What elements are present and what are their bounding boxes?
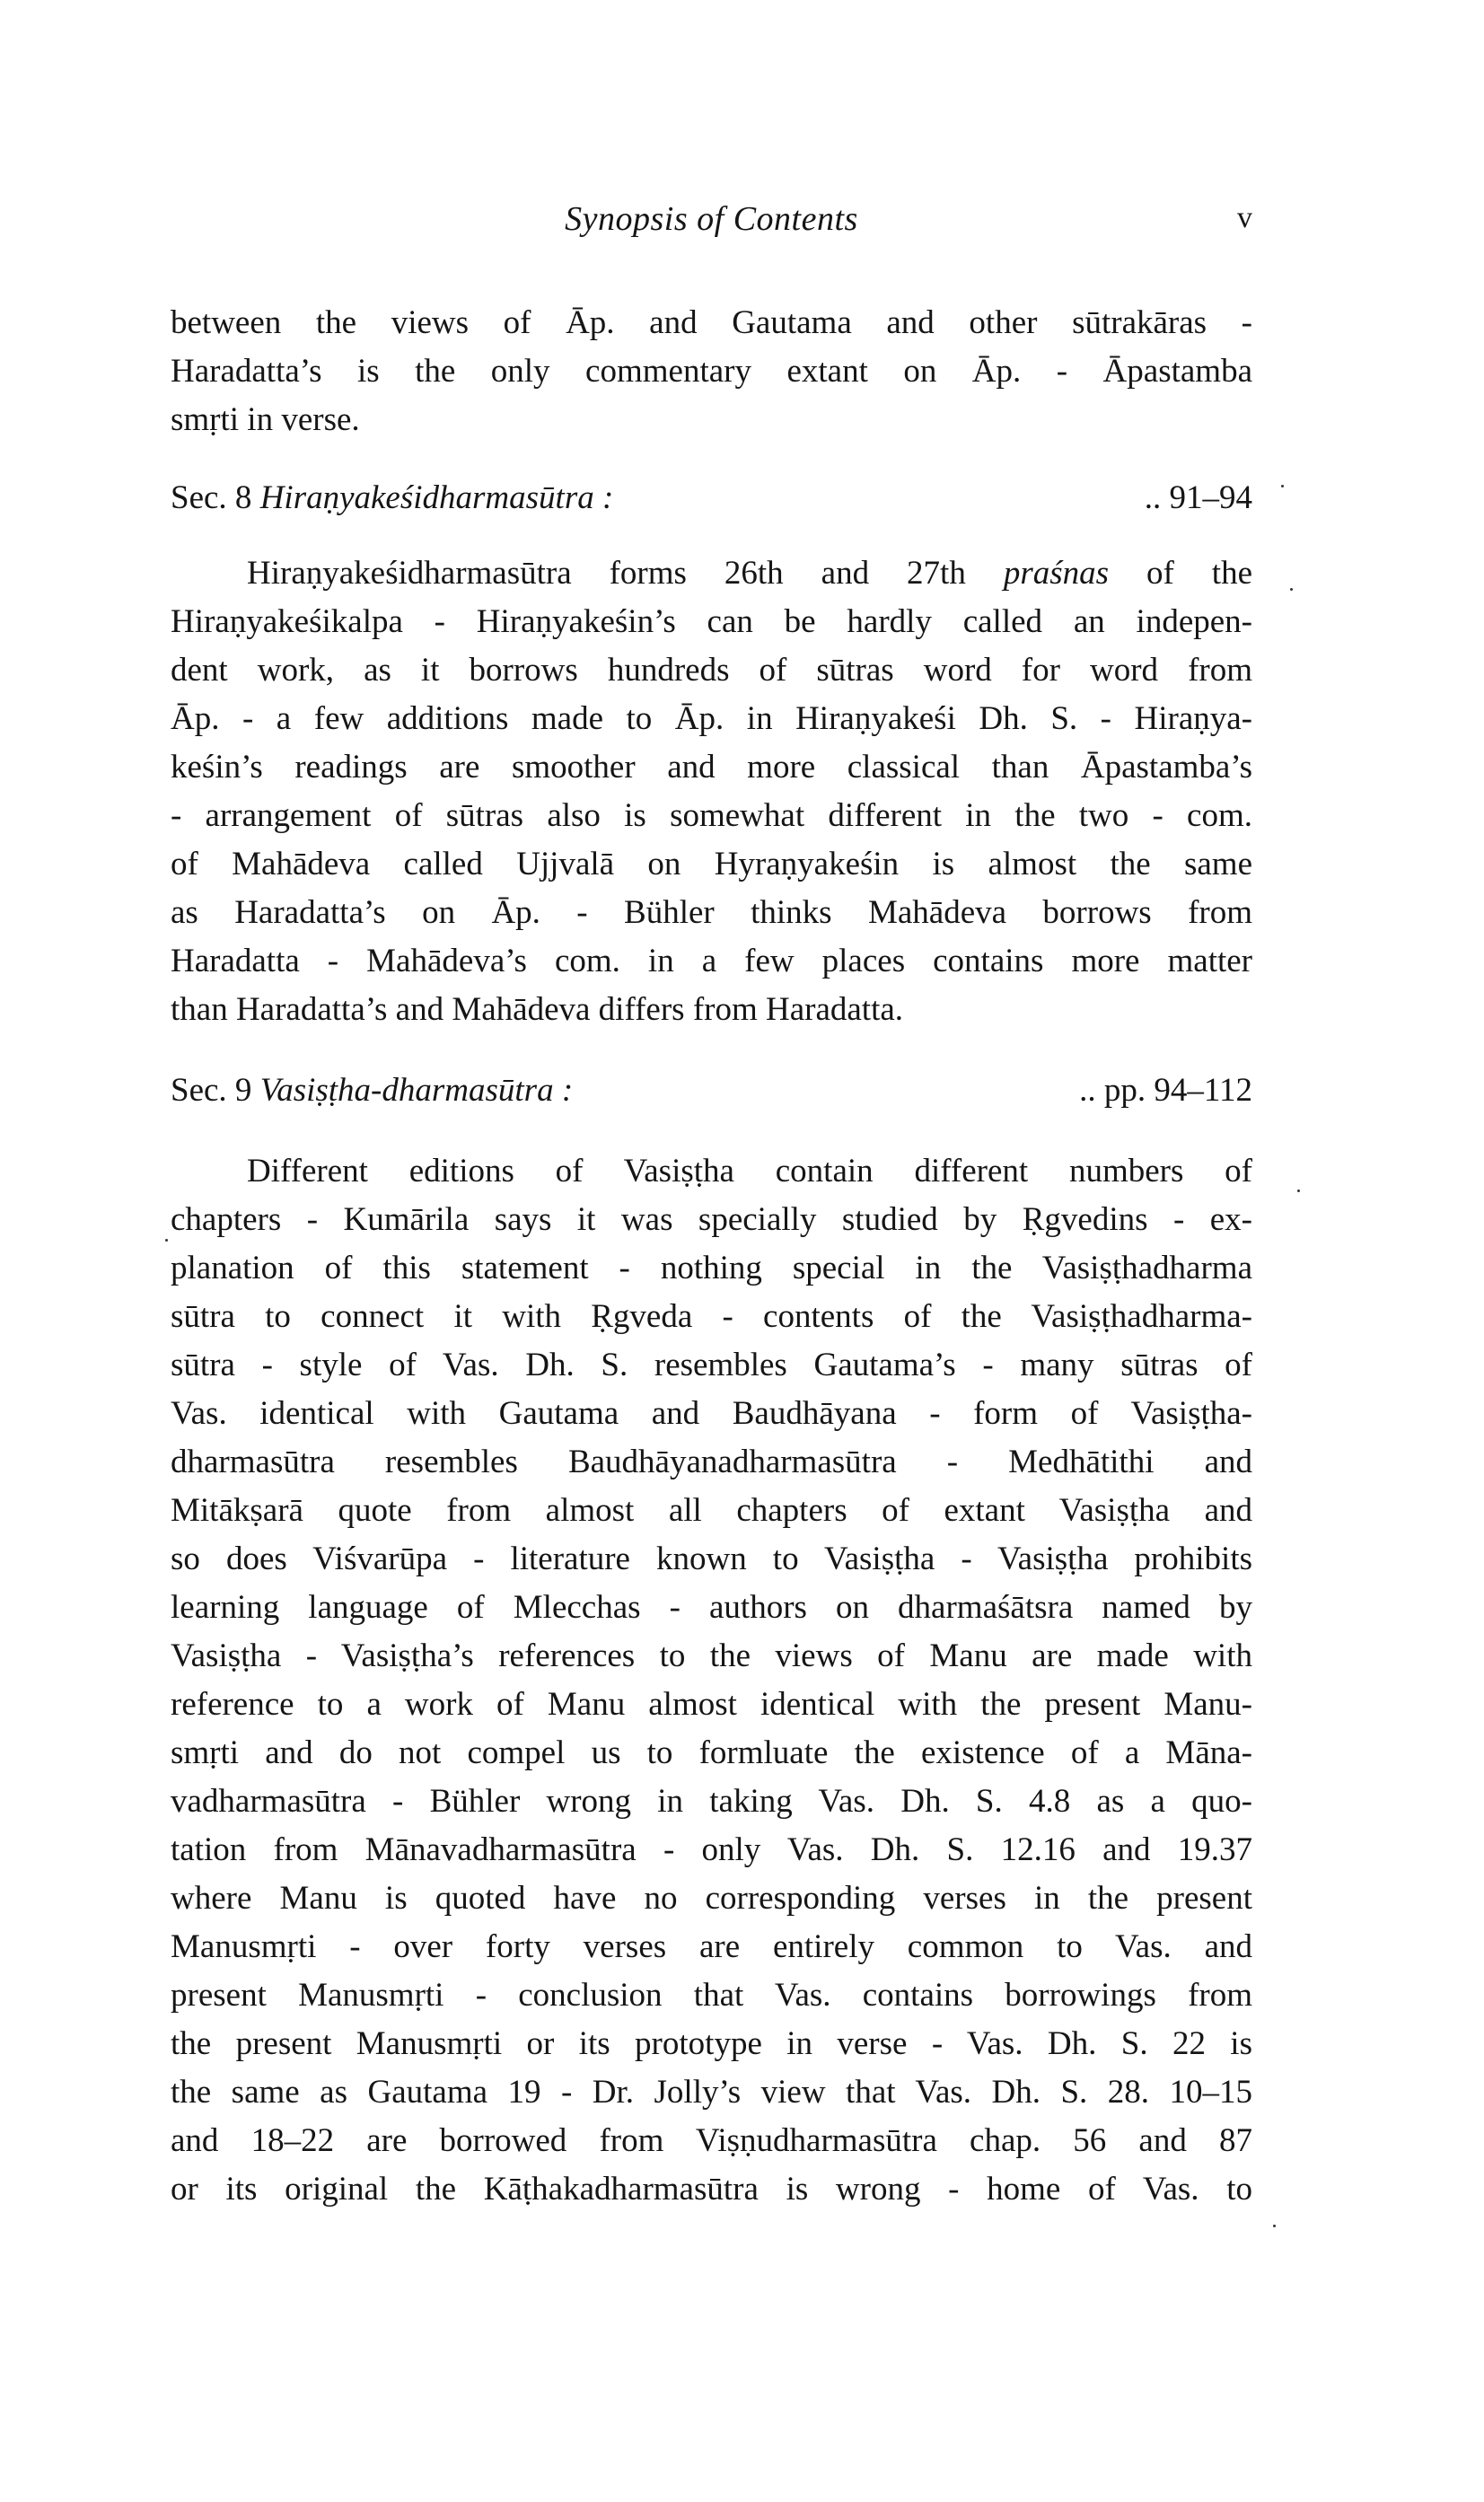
text-line: Hiraṇyakeśidharmasūtra forms 26th and 27th praśnas of the xyxy=(247,555,1252,592)
text-line: learning language of Mlecchas - authors on dharmaśātsra named by xyxy=(171,1589,1252,1626)
section-8-paragraph xyxy=(171,549,1252,1034)
section-label: Sec. 8 xyxy=(171,479,252,516)
scan-speck xyxy=(1290,588,1293,591)
running-head xyxy=(171,199,1252,244)
text-line: and 18–22 are borrowed from Viṣṇudharmasūtra chap. 56 and 87 xyxy=(171,2122,1252,2159)
italic-term: praśnas xyxy=(1003,555,1110,592)
running-title: Synopsis of Contents xyxy=(565,200,858,238)
section-heading-8 xyxy=(171,474,1252,522)
section-title: Vasiṣṭha-dharmasūtra : xyxy=(259,1072,574,1109)
text-line: keśin’s readings are smoother and more classical than Āpastamba’s xyxy=(171,749,1252,786)
text-line: as Haradatta’s on Āp. - Bühler thinks Mahādeva borrows from xyxy=(171,894,1252,931)
section-page-range: .. pp. 94–112 xyxy=(1079,1072,1252,1109)
text-line: dent work, as it borrows hundreds of sūtras word for word from xyxy=(171,652,1252,689)
text-line: tation from Mānavadharmasūtra - only Vas. Dh. S. 12.16 and 19.37 xyxy=(171,1831,1252,1868)
text-line: so does Viśvarūpa - literature known to Vasiṣṭha - Vasiṣṭha prohibits xyxy=(171,1541,1252,1577)
text-line: smṛti and do not compel us to formluate the existence of a Māna- xyxy=(171,1734,1252,1771)
text-line: Haradatta’s is the only commentary extant on Āp. - Āpastamba xyxy=(171,353,1252,390)
text-line: Hiraṇyakeśikalpa - Hiraṇyakeśin’s can be hardly called an indepen- xyxy=(171,603,1252,640)
section-9-paragraph xyxy=(171,1147,1252,2214)
text-line: chapters - Kumārila says it was specially studied by Ṛgvedins - ex- xyxy=(171,1201,1252,1238)
text-line: than Haradatta’s and Mahādeva differs from Haradatta. xyxy=(171,991,904,1028)
text-line: sūtra to connect it with Ṛgveda - contents of the Vasiṣṭhadharma- xyxy=(171,1298,1252,1335)
text-line: Vas. identical with Gautama and Baudhāyana - form of Vasiṣṭha- xyxy=(171,1395,1252,1432)
section-heading-9 xyxy=(171,1067,1252,1115)
section-title: Hiraṇyakeśidharmasūtra : xyxy=(259,479,614,516)
text-line: Āp. - a few additions made to Āp. in Hiraṇyakeśi Dh. S. - Hiraṇya- xyxy=(171,700,1252,737)
text-line: reference to a work of Manu almost identical with the present Manu- xyxy=(171,1686,1252,1723)
text-line: the present Manusmṛti or its prototype in verse - Vas. Dh. S. 22 is xyxy=(171,2025,1252,2062)
text-line: where Manu is quoted have no corresponding verses in the present xyxy=(171,1880,1252,1917)
text-line: dharmasūtra resembles Baudhāyanadharmasūtra - Medhātithi and xyxy=(171,1444,1252,1480)
text-line: Vasiṣṭha - Vasiṣṭha’s references to the views of Manu are made with xyxy=(171,1637,1252,1674)
text-line: - arrangement of sūtras also is somewhat different in the two - com. xyxy=(171,797,1252,834)
text-line: smṛti in verse. xyxy=(171,401,360,438)
text-line: Different editions of Vasiṣṭha contain different numbers of xyxy=(247,1153,1252,1190)
text-line: sūtra - style of Vas. Dh. S. resembles Gautama’s - many sūtras of xyxy=(171,1347,1252,1383)
text-line: planation of this statement - nothing special in the Vasiṣṭhadharma xyxy=(171,1250,1252,1286)
text-line: vadharmasūtra - Bühler wrong in taking Vas. Dh. S. 4.8 as a quo- xyxy=(171,1783,1252,1820)
text-line: of Mahādeva called Ujjvalā on Hyraṇyakeśin is almost the same xyxy=(171,846,1252,882)
scan-speck xyxy=(1297,1190,1300,1192)
text-line: present Manusmṛti - conclusion that Vas. contains borrowings from xyxy=(171,1977,1252,2014)
text-line: Haradatta - Mahādeva’s com. in a few places contains more matter xyxy=(171,943,1252,979)
section-label: Sec. 9 xyxy=(171,1072,252,1109)
text-line: or its original the Kāṭhakadharmasūtra is wrong - home of Vas. to xyxy=(171,2171,1252,2208)
text-line: Mitākṣarā quote from almost all chapters of extant Vasiṣṭha and xyxy=(171,1492,1252,1529)
section-page-range: .. 91–94 xyxy=(1144,479,1252,516)
page-number: v xyxy=(1237,201,1252,234)
scan-speck xyxy=(1273,2225,1276,2227)
text-line: the same as Gautama 19 - Dr. Jolly’s view that Vas. Dh. S. 28. 10–15 xyxy=(171,2074,1252,2111)
scan-speck xyxy=(1281,485,1284,487)
text-line: between the views of Āp. and Gautama and other sūtrakāras - xyxy=(171,304,1252,341)
text-line: Manusmṛti - over forty verses are entirely common to Vas. and xyxy=(171,1928,1252,1965)
scan-speck xyxy=(165,1239,168,1242)
intro-paragraph xyxy=(171,299,1252,444)
